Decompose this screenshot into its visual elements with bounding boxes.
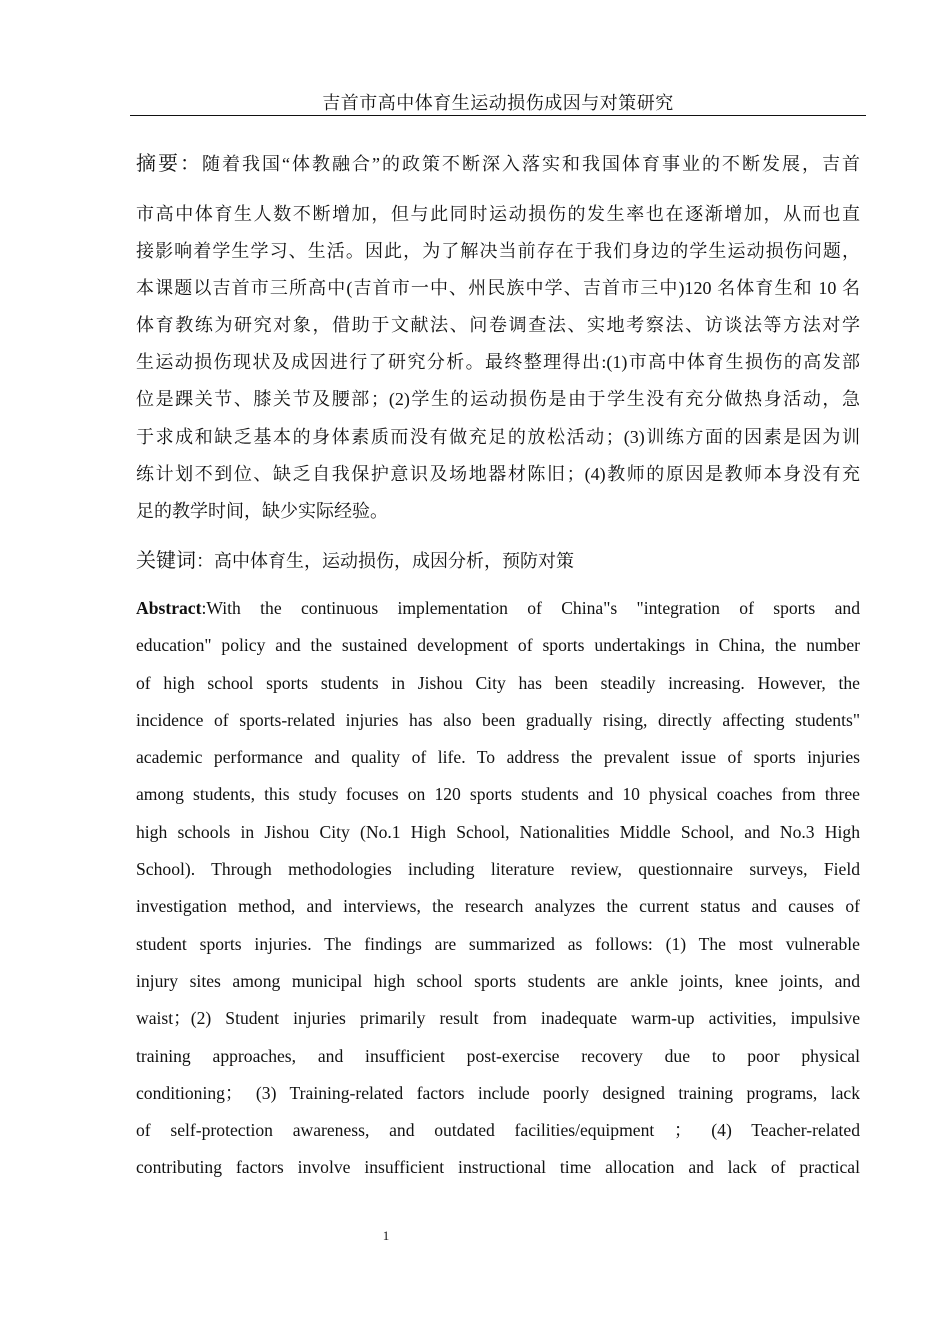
english-abstract-line: academic performance and quality of life. To address the prevalent issue of sports injuries xyxy=(136,747,860,768)
chinese-abstract-text: 随着我国“体教融合”的政策不断深入落实和我国体育事业的不断发展，吉首 xyxy=(202,154,861,174)
chinese-abstract-line: 接影响着学生学习、生活。因此，为了解决当前存在于我们身边的学生运动损伤问题， xyxy=(136,241,860,262)
english-abstract-line: investigation method, and interviews, the research analyzes the current status and causes of xyxy=(136,896,860,917)
english-abstract-line: high schools in Jishou City (No.1 High School, Nationalities Middle School, and No.3 High xyxy=(136,821,860,842)
english-abstract-line: contributing factors involve insufficient instructional time allocation and lack of practical xyxy=(136,1157,860,1178)
english-abstract-line: of high school sports students in Jishou City has been steadily increasing. However, the xyxy=(136,672,860,693)
chinese-keywords xyxy=(136,545,860,576)
chinese-abstract-line: 体育教练为研究对象，借助于文献法、问卷调查法、实地考察法、访谈法等方法对学 xyxy=(136,315,860,336)
running-header-title: 吉首市高中体育生运动损伤成因与对策研究 xyxy=(322,93,674,113)
english-abstract-line: waist；(2) Student injuries primarily result from inadequate warm-up activities, impulsive xyxy=(136,1008,860,1029)
english-abstract-line: incidence of sports-related injuries has also been gradually rising, directly affecting students" xyxy=(136,709,860,730)
chinese-abstract-line: 于求成和缺乏基本的身体素质而没有做充足的放松活动；(3)训练方面的因素是因为训 xyxy=(136,426,860,447)
english-abstract-line: injury sites among municipal high school sports students are ankle joints, knee joints, and xyxy=(136,970,860,991)
chinese-abstract-line: 生运动损伤现状及成因进行了研究分析。最终整理得出:(1)市高中体育生损伤的高发部 xyxy=(136,352,860,373)
english-abstract-line: education" policy and the sustained development of sports undertakings in China, the number xyxy=(136,635,860,656)
english-abstract xyxy=(136,590,860,1187)
english-abstract-label: Abstract xyxy=(136,598,202,618)
english-abstract-line: among students, this study focuses on 120 sports students and 10 physical coaches from three xyxy=(136,784,860,805)
english-abstract-first-text: :With the continuous implementation of China"s "integration of sports and xyxy=(201,598,860,618)
english-abstract-line: of self-protection awareness, and outdated facilities/equipment ； (4) Teacher-related xyxy=(136,1120,860,1141)
chinese-abstract-line: 市高中体育生人数不断增加，但与此同时运动损伤的发生率也在逐渐增加，从而也直 xyxy=(136,204,860,224)
page-number: 1 xyxy=(382,1228,390,1243)
english-abstract-line xyxy=(136,590,860,627)
chinese-abstract-line: 足的教学时间，缺少实际经验。 xyxy=(136,500,388,521)
english-abstract-line: conditioning； (3) Training-related factors include poorly designed training programs, lack xyxy=(136,1082,860,1103)
keywords-colon: ： xyxy=(196,551,214,571)
header-rule xyxy=(130,115,866,116)
chinese-abstract-line: 本课题以吉首市三所高中(吉首市一中、州民族中学、吉首市三中)120 名体育生和 10 名 xyxy=(136,278,860,299)
english-abstract-line: student sports injuries. The findings are summarized as follows: (1) The most vulnerable xyxy=(136,933,860,954)
english-abstract-line: School). Through methodologies including literature review, questionnaire surveys, Field xyxy=(136,859,860,880)
keywords-label: 关键词 xyxy=(136,548,196,572)
chinese-abstract-body xyxy=(136,196,860,530)
chinese-abstract-line: 位是踝关节、膝关节及腰部；(2)学生的运动损伤是由于学生没有充分做热身活动，急 xyxy=(136,389,860,410)
chinese-abstract xyxy=(136,148,860,530)
chinese-abstract-line: 练计划不到位、缺乏自我保护意识及场地器材陈旧；(4)教师的原因是教师本身没有充 xyxy=(136,463,860,484)
keywords-text: 高中体育生，运动损伤，成因分析，预防对策 xyxy=(214,551,574,571)
chinese-abstract-first-line xyxy=(136,148,860,179)
english-abstract-line: training approaches, and insufficient post-exercise recovery due to poor physical xyxy=(136,1045,860,1066)
chinese-abstract-label: 摘要： xyxy=(136,151,203,175)
